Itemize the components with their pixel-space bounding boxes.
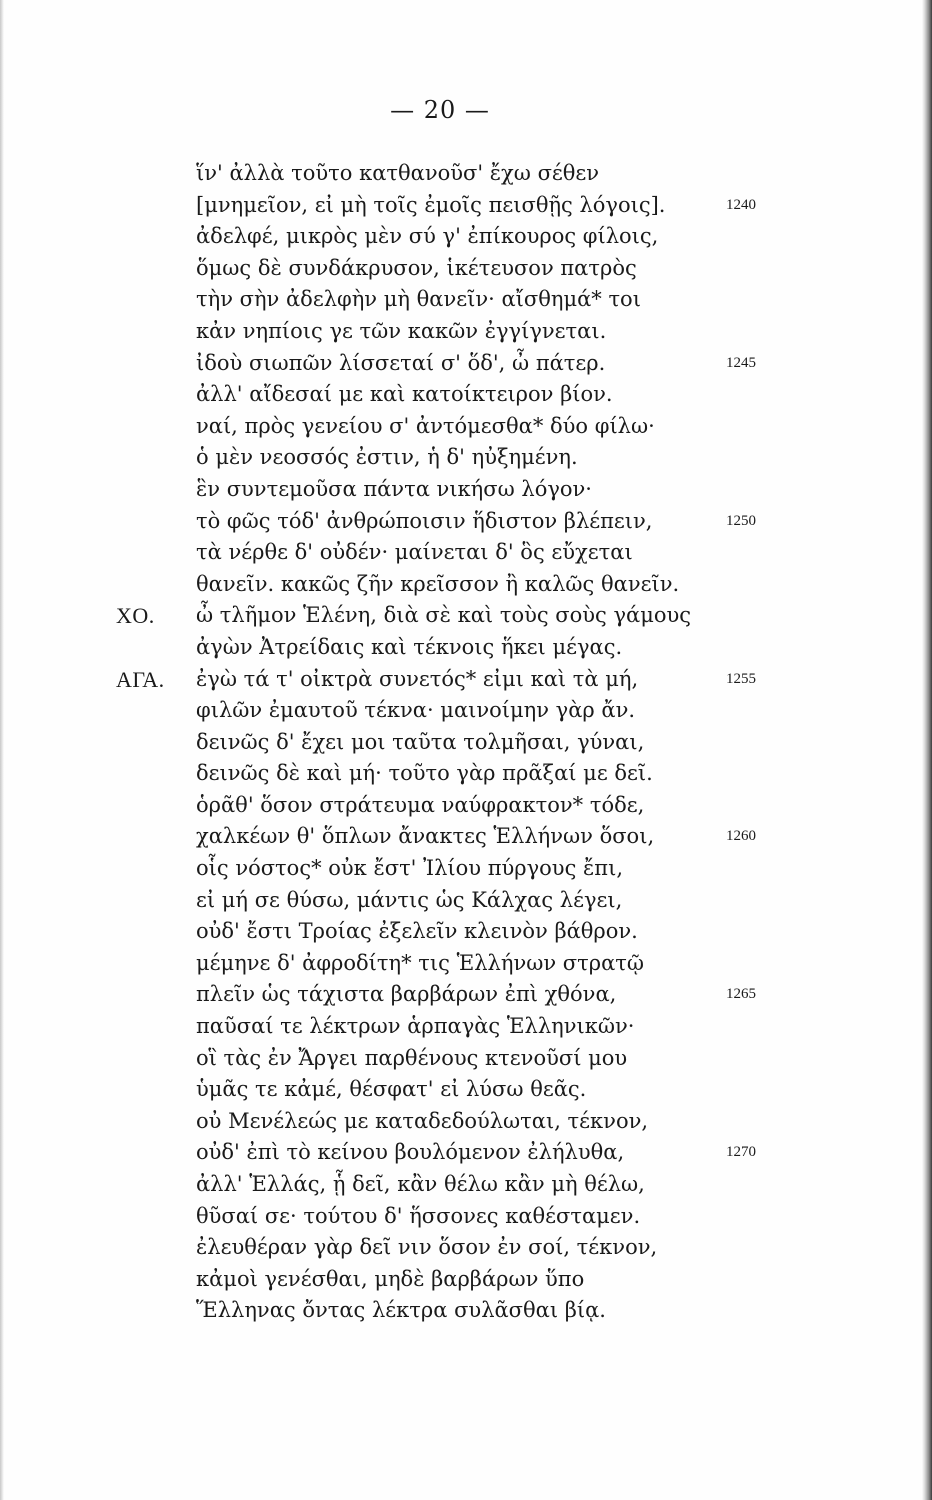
verse-line	[196, 979, 816, 1011]
verse-text: παῦσαί τε λέκτρων ἁρπαγὰς Ἑλληνικῶν·	[196, 1014, 635, 1039]
speaker-label: ΑΓΑ.	[116, 666, 165, 692]
verse-line	[196, 1232, 816, 1264]
verse-text: οὐδ' ἔστι Τροίας ἐξελεῖν κλεινὸν βάθρον.	[196, 919, 638, 944]
verse-line	[196, 1074, 816, 1106]
verse-line	[196, 821, 816, 853]
verse-line	[196, 253, 816, 285]
verse-text: τὸ φῶς τόδ' ἀνθρώποισιν ἥδιστον βλέπειν,	[196, 508, 653, 533]
verse-text: τὴν σὴν ἀδελφὴν μὴ θανεῖν· αἴσθημά* τοι	[196, 287, 641, 312]
verse-line	[196, 790, 816, 822]
line-number: 1255	[726, 670, 756, 687]
line-number: 1245	[726, 354, 756, 371]
verse-line	[196, 1201, 816, 1233]
verse-text: ἀδελφέ, μικρὸς μὲν σύ γ' ἐπίκουρος φίλοις,	[196, 224, 659, 249]
verse-text: οἳ τὰς ἐν Ἄργει παρθένους κτενοῦσί μου	[196, 1045, 628, 1070]
verse-text: [μνημεῖον, εἰ μὴ τοῖς ἐμοῖς πεισθῇς λόγοις].	[196, 192, 666, 217]
verse-text: ἀλλ' αἴδεσαί με καὶ κατοίκτειρον βίον.	[196, 382, 613, 407]
verse-text: κἀμοὶ γενέσθαι, μηδὲ βαρβάρων ὕπο	[196, 1266, 585, 1291]
verse-text: οὐ Μενέλεώς με καταδεδούλωται, τέκνον,	[196, 1108, 649, 1133]
verse-line	[196, 537, 816, 569]
verse-text: οὐδ' ἐπὶ τὸ κείνου βουλόμενον ἐλήλυθα,	[196, 1140, 625, 1165]
verse-line	[196, 474, 816, 506]
verse-text: ὁ μὲν νεοσσός ἐστιν, ἡ δ' ηὐξημένη.	[196, 445, 578, 470]
verse-line	[196, 885, 816, 917]
verse-text: ἰδοὺ σιωπῶν λίσσεταί σ' ὅδ', ὦ πάτερ.	[196, 350, 606, 375]
verse-text: θανεῖν. κακῶς ζῆν κρεῖσσον ἢ καλῶς θανεῖν.	[196, 571, 680, 596]
verse-text: θῦσαί σε· τούτου δ' ἥσσονες καθέσταμεν.	[196, 1203, 641, 1228]
verse-line	[196, 1106, 816, 1138]
verse-line	[116, 664, 816, 696]
verse-text: ὅμως δὲ συνδάκρυσον, ἱκέτευσον πατρὸς	[196, 255, 637, 280]
verse-line	[196, 221, 816, 253]
verse-text: ἵν' ἀλλὰ τοῦτο κατθανοῦσ' ἔχω σέθεν	[196, 161, 600, 185]
verse-text: ὦ τλῆμον Ἑλένη, διὰ σὲ καὶ τοὺς σοὺς γάμους	[196, 603, 692, 628]
verse-text: ἓν συντεμοῦσα πάντα νικήσω λόγον·	[196, 476, 592, 501]
page-binding-edge	[922, 0, 932, 1500]
page-number: — 20 —	[390, 96, 490, 124]
verse-text: οἷς νόστος* οὐκ ἔστ' Ἰλίου πύργους ἔπι,	[196, 856, 623, 881]
line-number: 1265	[726, 986, 756, 1003]
verse-text: ἀγὼν Ἀτρείδαις καὶ τέκνοις ἥκει μέγας.	[196, 634, 623, 659]
verse-text: ἐγὼ τά τ' οἰκτρὰ συνετός* εἰμι καὶ τὰ μή,	[196, 666, 639, 691]
verse-line	[196, 569, 816, 601]
speaker-label: ΧΟ.	[116, 603, 155, 629]
verse-text: μέμηνε δ' ἀφροδίτη* τις Ἑλλήνων στρατῷ	[196, 950, 645, 975]
verse-text: πλεῖν ὡς τάχιστα βαρβάρων ἐπὶ χθόνα,	[196, 982, 617, 1007]
verse-line	[196, 411, 816, 443]
verse-text: ἐλευθέραν γὰρ δεῖ νιν ὅσον ἐν σοί, τέκνον,	[196, 1235, 658, 1260]
verse-text: ὑμᾶς τε κἀμέ, θέσφατ' εἰ λύσω θεᾶς.	[196, 1077, 587, 1102]
verse-line	[196, 632, 816, 664]
verse-text: Ἕλληνας ὄντας λέκτρα συλᾶσθαι βίᾳ.	[196, 1298, 606, 1323]
line-number: 1240	[726, 196, 756, 213]
verse-line	[196, 284, 816, 316]
line-number: 1250	[726, 512, 756, 529]
verse-line	[196, 853, 816, 885]
verse-block	[116, 158, 816, 1327]
verse-line	[196, 727, 816, 759]
verse-text: χαλκέων θ' ὅπλων ἄνακτες Ἑλλήνων ὅσοι,	[196, 824, 655, 849]
verse-text: εἰ μή σε θύσω, μάντις ὡς Κάλχας λέγει,	[196, 887, 623, 912]
verse-line	[196, 506, 816, 538]
verse-line	[116, 600, 816, 632]
verse-text: δεινῶς δὲ καὶ μή· τοῦτο γὰρ πρᾶξαί με δεῖ.	[196, 761, 653, 786]
verse-text: δεινῶς δ' ἔχει μοι ταῦτα τολμῆσαι, γύναι,	[196, 729, 645, 754]
verse-line	[196, 158, 816, 190]
page-left-edge	[0, 0, 4, 1500]
verse-line	[196, 348, 816, 380]
verse-text: ναί, πρὸς γενείου σ' ἀντόμεσθα* δύο φίλω·	[196, 413, 655, 438]
verse-line	[196, 379, 816, 411]
verse-line	[196, 1295, 816, 1327]
verse-text: τὰ νέρθε δ' οὐδέν· μαίνεται δ' ὃς εὔχεται	[196, 540, 633, 565]
verse-line	[196, 442, 816, 474]
verse-line	[196, 1264, 816, 1296]
verse-line	[196, 758, 816, 790]
verse-line	[196, 916, 816, 948]
verse-line	[196, 1011, 816, 1043]
verse-line	[196, 316, 816, 348]
verse-line	[196, 1043, 816, 1075]
verse-line	[196, 190, 816, 222]
verse-line	[196, 948, 816, 980]
verse-text: κἀν νηπίοις γε τῶν κακῶν ἐγγίγνεται.	[196, 318, 607, 343]
line-number: 1260	[726, 828, 756, 845]
line-number: 1270	[726, 1144, 756, 1161]
verse-line	[196, 1137, 816, 1169]
verse-text: φιλῶν ἐμαυτοῦ τέκνα· μαινοίμην γὰρ ἄν.	[196, 698, 636, 723]
verse-text: ἀλλ' Ἑλλάς, ᾗ δεῖ, κἂν θέλω κἂν μὴ θέλω,	[196, 1172, 645, 1196]
verse-line	[196, 1169, 816, 1201]
verse-text: ὁρᾶθ' ὅσον στράτευμα ναύφρακτον* τόδε,	[196, 792, 645, 817]
verse-line	[196, 695, 816, 727]
